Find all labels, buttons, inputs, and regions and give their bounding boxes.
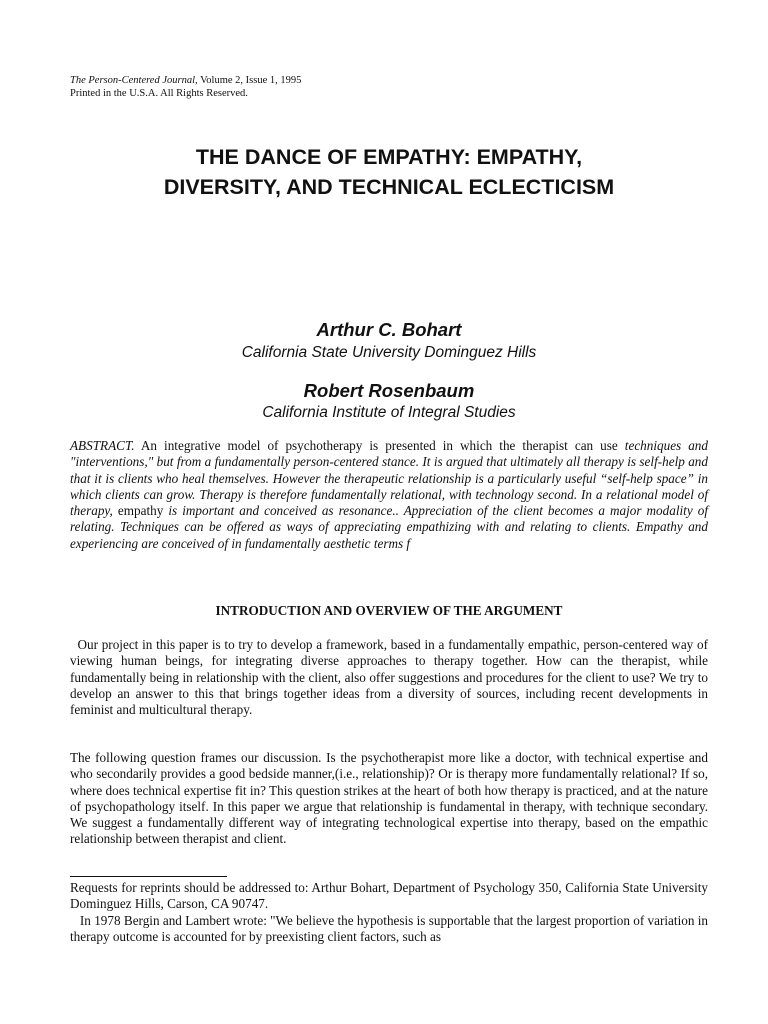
abstract-body-1: techniques and "interventions," but from a fundamentally person-centered stance. It is argued that ultimately all therapy is self-help and that it is clients who heal themselves. However the therapeutic relationship is a particularly useful “self-help space” in which clients can grow. Therapy is therefore fundamentally relational, with technology second. In a relational model of therapy, [70,438,708,519]
journal-header [70,74,708,100]
paragraph-1: Our project in this paper is to try to develop a framework, based in a fundamentally empathic, person-centered way of viewing human beings, for integrating diverse approaches to therapy together. How can the therapist, while fundamentally being in relationship with the client, also offer suggestions and procedures for the client to use? We try to develop an answer to this that brings together ideas from a diversity of sources, including recent developments in feminist and multicultural therapy. [70,637,708,718]
abstract-body-2: is important and conceived as resonance.. Appreciation of the client becomes a major modality of relating. Techniques can be offered as ways of appreciating empathizing with and relating to clients. Empathy and experiencing are conceived of in fundamentally aesthetic terms f [70,503,708,551]
paper-title [70,142,708,202]
footnote-rule [70,876,227,877]
abstract [70,438,708,552]
author-name-2: Robert Rosenbaum [303,380,475,401]
journal-citation [70,74,708,87]
journal-issue: , Volume 2, Issue 1, 1995 [195,75,302,86]
author-affiliation-1: California State University Dominguez Hills [241,344,537,361]
title-line-1: THE DANCE OF EMPATHY: EMPATHY, [195,145,583,169]
rights-line: Printed in the U.S.A. All Rights Reserved. [70,88,248,99]
abstract-intro: An integrative model of psychotherapy is presented in which the therapist can use [134,438,618,453]
paragraph-2: The following question frames our discussion. Is the psychotherapist more like a doctor, with technical expertise and who secondarily provides a good bedside manner,(i.e., relationship)? Or is therapy more fundamentally relational? If so, where does technical expertise fit in? This question strikes at the heart of both how therapy is practiced, and at the nature of psychopathology itself. In this paper we argue that relationship is fundamental in therapy, with technique secondary. We suggest a fundamentally different way of integrating technological expertise into therapy, based on the empathic relationship between therapist and client. [70,750,708,847]
author-name-1: Arthur C. Bohart [316,319,462,340]
abstract-empathy: empathy [112,503,169,519]
footnote: Requests for reprints should be addressed to: Arthur Bohart, Department of Psychology 350, California State University Dominguez Hills, Carson, CA 90747. [70,880,708,912]
author-affiliation-2: California Institute of Integral Studies [262,404,516,421]
paragraph-3: In 1978 Bergin and Lambert wrote: "We believe the hypothesis is supportable that the largest proportion of variation in therapy outcome is accounted for by preexisting client factors, such as [70,913,708,945]
title-line-2: DIVERSITY, AND TECHNICAL ECLECTICISM [163,175,615,199]
abstract-label: ABSTRACT. [70,438,135,453]
document-page [70,74,708,945]
journal-name: The Person-Centered Journal [70,75,196,86]
section-heading: INTRODUCTION AND OVERVIEW OF THE ARGUMENT [215,603,563,618]
